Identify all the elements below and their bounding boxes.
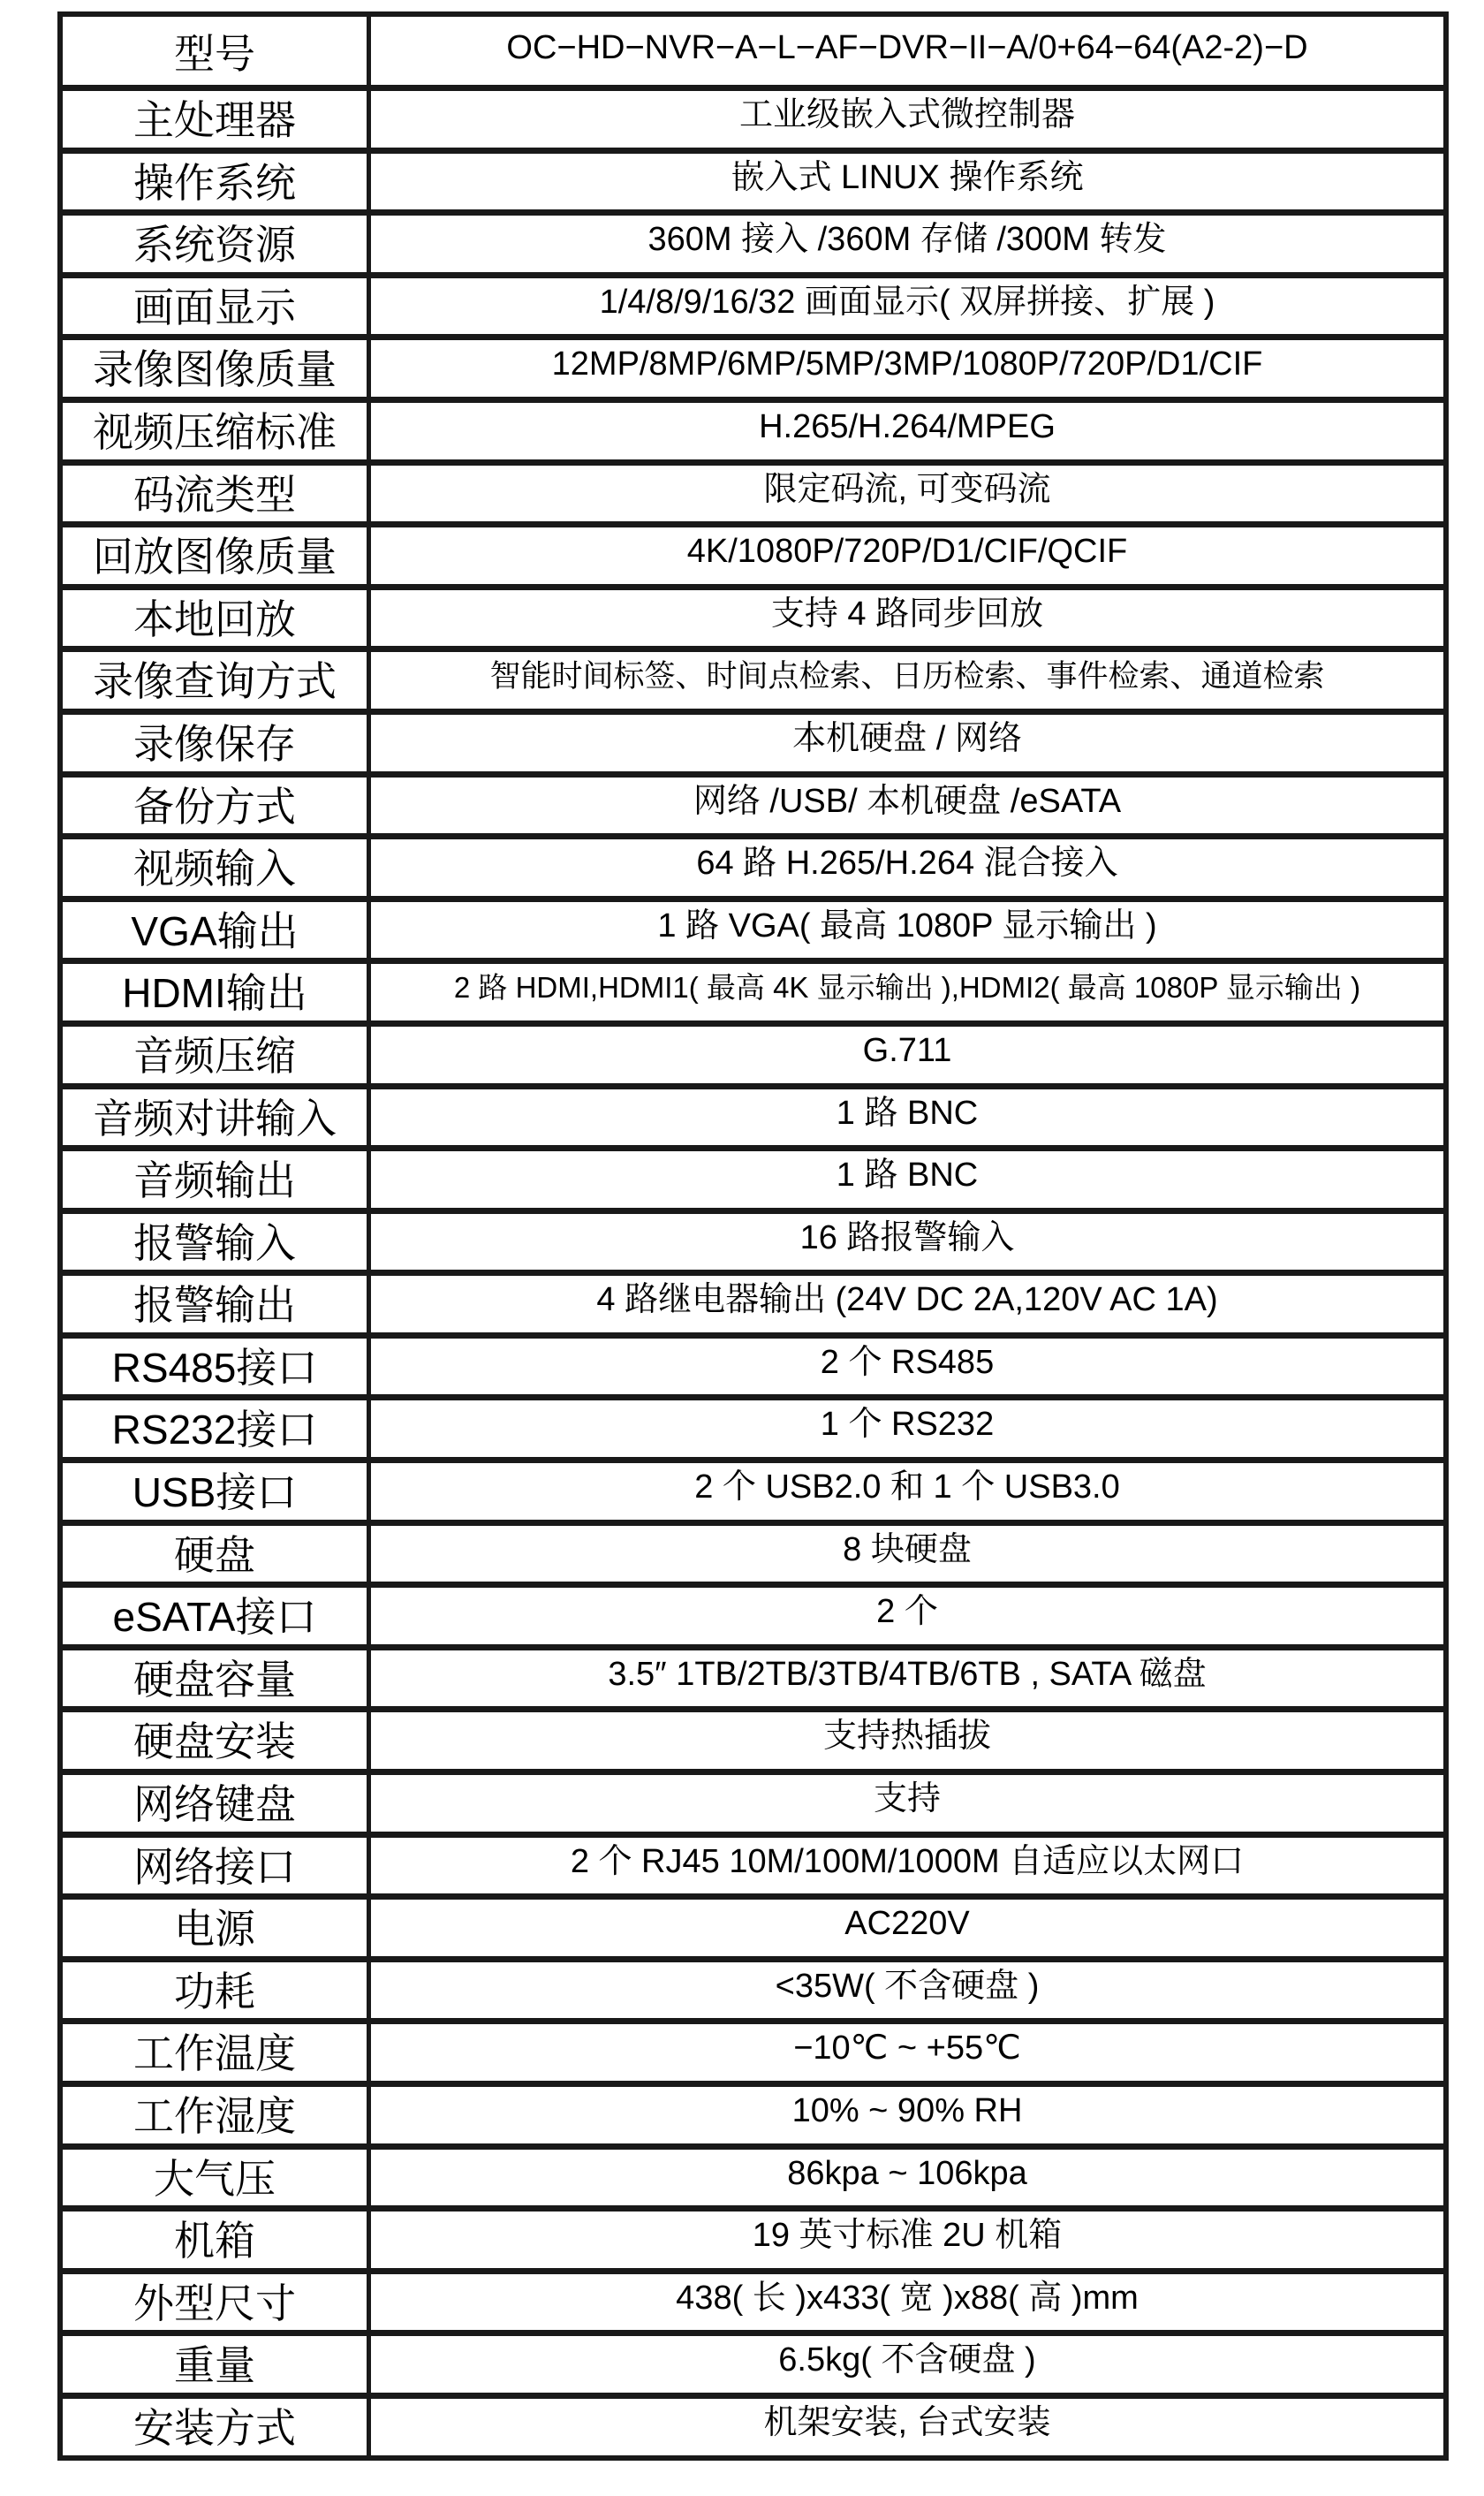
table-row [63,272,1443,335]
spec-value-cell: 网络 /USB/ 本机硬盘 /eSATA [693,782,1122,820]
spec-label-cell: HDMI输出 [63,964,371,1020]
spec-label-cell: 报警输出 [63,1276,371,1332]
table-row [63,1270,1443,1332]
spec-label-cell: 功耗 [63,1962,371,2019]
table-row [63,1394,1443,1457]
table-row [63,85,1443,148]
spec-label-cell: 画面显示 [63,278,371,335]
table-row [63,1332,1443,1395]
spec-value-cell: 机架安装, 台式安装 [763,2403,1051,2441]
table-row [63,771,1443,834]
spec-value-cell: 64 路 H.265/H.264 混合接入 [696,845,1118,883]
spec-value-cell: 支持 4 路同步回放 [770,595,1044,633]
spec-value-cell: 1/4/8/9/16/32 画面显示( 双屏拼接、扩展 ) [599,283,1215,321]
spec-value-cell: AC220V [844,1905,970,1943]
table-row [63,2393,1443,2455]
spec-label-cell: RS232接口 [63,1400,371,1457]
table-row [63,1956,1443,2019]
spec-label-cell: 录像保存 [63,715,371,771]
spec-value-cell: 438( 长 )x433( 宽 )x88( 高 )mm [676,2279,1139,2317]
spec-label-cell: 回放图像质量 [63,527,371,584]
table-row [63,896,1443,959]
spec-label-cell: 主处理器 [63,91,371,148]
spec-value-cell: 16 路报警输入 [799,1218,1015,1256]
table-row [63,1769,1443,1832]
spec-label-cell: VGA输出 [63,902,371,959]
table-row [63,646,1443,709]
spec-value-cell: 360M 接入 /360M 存储 /300M 转发 [647,221,1167,259]
table-row [63,584,1443,647]
spec-label-cell: 录像查询方式 [63,652,371,709]
spec-label-cell: 码流类型 [63,466,371,522]
spec-value-cell: <35W( 不含硬盘 ) [775,1967,1040,2005]
table-row [63,2081,1443,2143]
spec-value-cell: −10℃ ~ +55℃ [793,2029,1021,2067]
spec-label-cell: 录像图像质量 [63,340,371,397]
spec-value-cell: 本机硬盘 / 网络 [792,719,1022,757]
table-row [63,148,1443,210]
table-row [63,2143,1443,2206]
spec-label-cell: RS485接口 [63,1339,371,1395]
spec-label-cell: 硬盘安装 [63,1712,371,1769]
table-row [63,833,1443,896]
table-row [63,1706,1443,1769]
table-row [63,1832,1443,1894]
table-row [63,209,1443,272]
spec-value-cell: 12MP/8MP/6MP/5MP/3MP/1080P/720P/D1/CIF [551,345,1263,383]
table-row [63,17,1443,85]
spec-label-cell: 音频对讲输入 [63,1089,371,1146]
table-row [63,709,1443,771]
spec-label-cell: 视频输入 [63,839,371,896]
table-row [63,459,1443,522]
spec-label-cell: 操作系统 [63,154,371,210]
table-row [63,1083,1443,1146]
spec-value-cell: 6.5kg( 不含硬盘 ) [778,2341,1036,2379]
spec-label-cell: 报警输入 [63,1214,371,1271]
table-row [63,1582,1443,1644]
spec-label-cell: 安装方式 [63,2399,371,2455]
spec-value-cell: H.265/H.264/MPEG [759,407,1056,445]
spec-label-cell: 大气压 [63,2150,371,2206]
table-row [63,334,1443,397]
spec-table [57,11,1449,2461]
spec-value-cell: 智能时间标签、时间点检索、日历检索、事件检索、通道检索 [489,659,1325,694]
spec-value-cell: 4 路继电器输出 (24V DC 2A,120V AC 1A) [596,1281,1218,1319]
spec-label-cell: 网络键盘 [63,1775,371,1832]
spec-value-cell: 19 英寸标准 2U 机箱 [752,2217,1063,2255]
spec-label-cell: 硬盘容量 [63,1650,371,1707]
spec-label-cell: 电源 [63,1900,371,1956]
table-row [63,521,1443,584]
spec-label-cell: 视频压缩标准 [63,403,371,459]
table-row [63,1208,1443,1271]
spec-value-cell: 1 路 BNC [836,1094,979,1132]
spec-value-cell: 支持 [873,1780,941,1818]
spec-value-cell: 1 个 RS232 [820,1406,995,1444]
spec-value-cell: 限定码流, 可变码流 [763,470,1051,508]
table-row [63,958,1443,1020]
table-row [63,2268,1443,2331]
spec-value-cell: OC−HD−NVR−A−L−AF−DVR−II−A/0+64−64(A2-2)−D [506,29,1308,66]
table-row [63,1893,1443,1956]
table-row [63,2330,1443,2393]
spec-value-cell: 2 个 RJ45 10M/100M/1000M 自适应以太网口 [570,1842,1245,1880]
spec-value-cell: 10% ~ 90% RH [791,2092,1023,2129]
spec-label-cell: 机箱 [63,2212,371,2268]
spec-value-cell: 4K/1080P/720P/D1/CIF/QCIF [686,533,1128,571]
spec-label-cell: 重量 [63,2336,371,2393]
spec-value-cell: 1 路 VGA( 最高 1080P 显示输出 ) [657,907,1157,945]
spec-label-cell: 型号 [63,17,371,85]
spec-label-cell: 音频输出 [63,1151,371,1208]
spec-value-cell: 工业级嵌入式微控制器 [738,96,1075,133]
table-row [63,1145,1443,1208]
spec-label-cell: eSATA接口 [63,1588,371,1644]
table-row [63,1520,1443,1582]
table-row [63,1020,1443,1083]
spec-label-cell: 本地回放 [63,590,371,647]
spec-label-cell: 系统资源 [63,216,371,272]
spec-value-cell: 2 个 USB2.0 和 1 个 USB3.0 [694,1468,1120,1506]
spec-value-cell: 2 路 HDMI,HDMI1( 最高 4K 显示输出 ),HDMI2( 最高 1080P 显示输出 ) [453,971,1361,1005]
spec-value-cell: 嵌入式 LINUX 操作系统 [731,158,1084,196]
spec-label-cell: 网络接口 [63,1838,371,1894]
spec-label-cell: 外型尺寸 [63,2274,371,2331]
spec-value-cell: 2 个 RS485 [820,1343,995,1381]
table-row [63,397,1443,459]
spec-value-cell: 2 个 [876,1593,938,1631]
table-row [63,2018,1443,2081]
spec-label-cell: 音频压缩 [63,1027,371,1083]
spec-value-cell: 86kpa ~ 106kpa [787,2154,1027,2192]
spec-value-cell: 1 路 BNC [836,1157,979,1195]
spec-label-cell: 硬盘 [63,1526,371,1582]
spec-value-cell: 3.5″ 1TB/2TB/3TB/4TB/6TB , SATA 磁盘 [608,1655,1207,1693]
spec-value-cell: G.711 [862,1031,952,1069]
spec-value-cell: 支持热插拔 [822,1718,991,1756]
table-row [63,1644,1443,1707]
table-row [63,2205,1443,2268]
table-row [63,1457,1443,1520]
spec-label-cell: 备份方式 [63,778,371,834]
spec-value-cell: 8 块硬盘 [843,1530,972,1568]
spec-label-cell: USB接口 [63,1463,371,1520]
spec-label-cell: 工作温度 [63,2024,371,2081]
spec-label-cell: 工作湿度 [63,2087,371,2143]
